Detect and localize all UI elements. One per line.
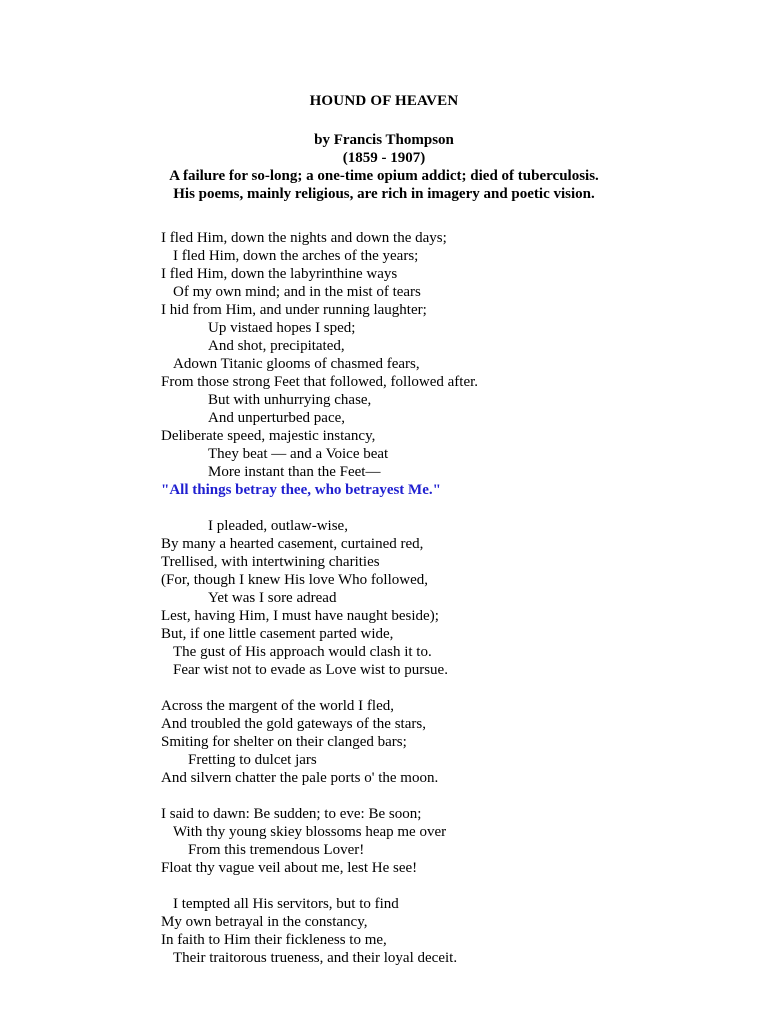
poem-line: I fled Him, down the nights and down the days;: [161, 230, 447, 246]
poem-line: Up vistaed hopes I sped;: [208, 320, 356, 336]
poem-line: And unperturbed pace,: [208, 410, 346, 426]
author-bio-line: His poems, mainly religious, are rich in imagery and poetic vision.: [173, 186, 595, 202]
poem-line: They beat — and a Voice beat: [208, 446, 389, 462]
poem-line: Deliberate speed, majestic instancy,: [161, 428, 376, 444]
poem-line: The gust of His approach would clash it to.: [173, 644, 432, 660]
poem-stanza: [161, 895, 478, 967]
poem-line: From this tremendous Lover!: [188, 842, 365, 858]
poem-line: And shot, precipitated,: [208, 338, 345, 354]
poem-stanza: [161, 517, 478, 679]
poem-line: But with unhurrying chase,: [208, 392, 372, 408]
poem-line: And silvern chatter the pale ports o' the moon.: [161, 770, 439, 786]
poem-line: I pleaded, outlaw-wise,: [208, 518, 348, 534]
poem-line: Trellised, with intertwining charities: [161, 554, 380, 570]
poem-body: [161, 229, 478, 967]
poem-line: I said to dawn: Be sudden; to eve: Be soon;: [161, 806, 422, 822]
poem-line: Smiting for shelter on their clanged bars;: [161, 734, 407, 750]
poem-line: Their traitorous trueness, and their loyal deceit.: [173, 950, 458, 966]
author-byline: by Francis Thompson: [314, 132, 454, 148]
poem-title: HOUND OF HEAVEN: [309, 93, 459, 109]
poem-line: From those strong Feet that followed, followed after.: [161, 374, 479, 390]
poem-line: And troubled the gold gateways of the stars,: [161, 716, 426, 732]
poem-line: Of my own mind; and in the mist of tears: [173, 284, 421, 300]
poem-stanza: [161, 229, 478, 499]
author-bio-line: A failure for so-long; a one-time opium addict; died of tuberculosis.: [169, 168, 599, 184]
poem-line: More instant than the Feet—: [208, 464, 381, 480]
poem-stanza: [161, 697, 478, 787]
poem-line: Yet was I sore adread: [208, 590, 337, 606]
author-dates: (1859 - 1907): [342, 150, 426, 166]
poem-line: I fled Him, down the labyrinthine ways: [161, 266, 398, 282]
poem-line: I hid from Him, and under running laughter;: [161, 302, 427, 318]
poem-line: Fear wist not to evade as Love wist to pursue.: [173, 662, 448, 678]
poem-line: I tempted all His servitors, but to find: [173, 896, 399, 912]
poem-line: (For, though I knew His love Who followed,: [161, 572, 429, 588]
poem-quote-line: "All things betray thee, who betrayest Me.": [161, 482, 441, 498]
poem-line: In faith to Him their fickleness to me,: [161, 932, 387, 948]
poem-line: I fled Him, down the arches of the years;: [173, 248, 419, 264]
poem-line: But, if one little casement parted wide,: [161, 626, 394, 642]
author-header: [0, 131, 768, 203]
poem-line: Fretting to dulcet jars: [188, 752, 317, 768]
poem-line: With thy young skiey blossoms heap me over: [173, 824, 447, 840]
poem-line: By many a hearted casement, curtained red,: [161, 536, 424, 552]
poem-line: Adown Titanic glooms of chasmed fears,: [173, 356, 420, 372]
poem-line: Across the margent of the world I fled,: [161, 698, 394, 714]
poem-line: Lest, having Him, I must have naught beside);: [161, 608, 439, 624]
poem-line: My own betrayal in the constancy,: [161, 914, 368, 930]
poem-line: Float thy vague veil about me, lest He see!: [161, 860, 418, 876]
poem-stanza: [161, 805, 478, 877]
